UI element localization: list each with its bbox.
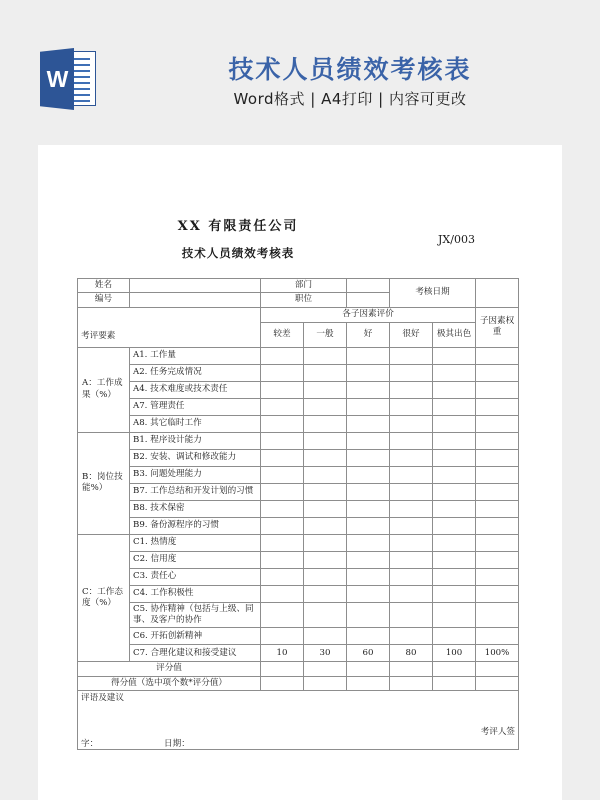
rating-cell[interactable]: [261, 364, 304, 381]
item-label: A4. 技术难度或技术责任: [130, 381, 261, 398]
table-row-item: [78, 534, 519, 551]
rating-cell[interactable]: [433, 398, 476, 415]
field-employee-code-value[interactable]: [130, 293, 261, 307]
rating-cell[interactable]: [433, 415, 476, 432]
rating-cell[interactable]: [261, 449, 304, 466]
rating-cell[interactable]: [304, 415, 347, 432]
rating-cell[interactable]: [433, 432, 476, 449]
weight-cell[interactable]: [476, 568, 519, 585]
rating-cell[interactable]: [347, 602, 390, 628]
rating-cell[interactable]: [304, 432, 347, 449]
total-cell[interactable]: [390, 676, 433, 690]
rating-cell[interactable]: [261, 551, 304, 568]
header-rating-4: 很好: [390, 322, 433, 347]
item-label: A8. 其它临时工作: [130, 415, 261, 432]
table-row-item: [78, 364, 519, 381]
rating-cell[interactable]: [304, 602, 347, 628]
rating-cell[interactable]: [304, 347, 347, 364]
rating-cell[interactable]: [347, 381, 390, 398]
rating-cell[interactable]: [347, 483, 390, 500]
rating-cell[interactable]: [347, 432, 390, 449]
rating-cell[interactable]: [390, 628, 433, 645]
rating-cell[interactable]: [390, 364, 433, 381]
score-cell[interactable]: [433, 662, 476, 676]
rating-cell[interactable]: [347, 500, 390, 517]
weight-cell[interactable]: [476, 347, 519, 364]
section-label-3: C：工作态度（%）: [78, 534, 130, 662]
label-position: 职位: [261, 293, 347, 307]
item-label: C4. 工作积极性: [130, 585, 261, 602]
rating-cell[interactable]: [261, 517, 304, 534]
rating-cell[interactable]: [347, 628, 390, 645]
rating-cell[interactable]: [347, 534, 390, 551]
performance-appraisal-table: [77, 278, 519, 750]
rating-cell[interactable]: [390, 432, 433, 449]
score-cell[interactable]: [347, 662, 390, 676]
rating-cell[interactable]: [390, 466, 433, 483]
rating-cell[interactable]: [304, 517, 347, 534]
weight-cell[interactable]: [476, 381, 519, 398]
rating-cell[interactable]: [347, 398, 390, 415]
weight-cell[interactable]: [476, 517, 519, 534]
weight-cell[interactable]: [476, 466, 519, 483]
weight-cell[interactable]: [476, 628, 519, 645]
item-label: C1. 热情度: [130, 534, 261, 551]
weight-cell[interactable]: [476, 432, 519, 449]
table-row-score-value: [78, 662, 519, 676]
rating-cell[interactable]: [433, 381, 476, 398]
rating-cell[interactable]: [261, 415, 304, 432]
weight-cell[interactable]: [476, 483, 519, 500]
item-label: B7. 工作总结和开发计划的习惯: [130, 483, 261, 500]
total-cell[interactable]: [261, 676, 304, 690]
label-appraisal-date: 考核日期: [390, 279, 476, 308]
total-cell[interactable]: [304, 676, 347, 690]
table-row-name: [78, 279, 519, 293]
rating-cell[interactable]: [347, 364, 390, 381]
score-cell[interactable]: [390, 662, 433, 676]
table-row-item: [78, 517, 519, 534]
rating-cell[interactable]: [390, 483, 433, 500]
table-row-item: [78, 500, 519, 517]
item-label: B1. 程序设计能力: [130, 432, 261, 449]
item-label: C2. 信用度: [130, 551, 261, 568]
rating-cell[interactable]: 10: [261, 645, 304, 662]
rating-cell[interactable]: [261, 628, 304, 645]
weight-cell[interactable]: [476, 364, 519, 381]
banner-title: 技术人员绩效考核表: [228, 55, 472, 84]
table-row-item: [78, 568, 519, 585]
rating-cell[interactable]: [433, 628, 476, 645]
weight-cell[interactable]: [476, 449, 519, 466]
rating-cell[interactable]: [304, 500, 347, 517]
rating-cell[interactable]: [304, 381, 347, 398]
rating-cell[interactable]: [390, 568, 433, 585]
table-row-item: [78, 398, 519, 415]
rating-cell[interactable]: 30: [304, 645, 347, 662]
rating-cell[interactable]: [304, 551, 347, 568]
item-label: B3. 问题处理能力: [130, 466, 261, 483]
rating-cell[interactable]: [390, 347, 433, 364]
table-row-item: [78, 381, 519, 398]
rating-cell[interactable]: [390, 585, 433, 602]
label-employee-code: 编号: [78, 293, 130, 307]
rating-cell[interactable]: [261, 500, 304, 517]
field-name-value[interactable]: [130, 279, 261, 293]
page-banner: [0, 0, 600, 145]
rating-cell[interactable]: [433, 534, 476, 551]
rating-cell[interactable]: [433, 568, 476, 585]
label-date-field[interactable]: 日期：: [164, 739, 190, 750]
rating-cell[interactable]: [433, 551, 476, 568]
table-row-item: [78, 551, 519, 568]
item-label: B8. 技术保密: [130, 500, 261, 517]
score-cell[interactable]: [304, 662, 347, 676]
rating-cell[interactable]: [261, 432, 304, 449]
rating-cell[interactable]: [261, 347, 304, 364]
rating-cell[interactable]: [390, 500, 433, 517]
rating-cell[interactable]: 100: [433, 645, 476, 662]
weight-cell[interactable]: [476, 585, 519, 602]
item-label: A7. 管理责任: [130, 398, 261, 415]
document-page: [38, 145, 562, 800]
weight-cell[interactable]: [476, 500, 519, 517]
table-row-item: [78, 628, 519, 645]
rating-cell[interactable]: [433, 517, 476, 534]
item-label: B2. 安装、调试和修改能力: [130, 449, 261, 466]
header-rating-2: 一般: [304, 322, 347, 347]
rating-cell[interactable]: [433, 466, 476, 483]
table-row-item: [78, 602, 519, 628]
weight-cell[interactable]: [476, 534, 519, 551]
table-row-group-header: [78, 307, 519, 322]
total-cell[interactable]: [433, 676, 476, 690]
section-label-2: B：岗位技能%）: [78, 432, 130, 534]
rating-cell[interactable]: [304, 449, 347, 466]
rating-cell[interactable]: [390, 602, 433, 628]
score-cell[interactable]: [261, 662, 304, 676]
rating-cell[interactable]: [261, 381, 304, 398]
rating-cell[interactable]: [390, 381, 433, 398]
table-row-item: [78, 585, 519, 602]
table-row-total-value: [78, 676, 519, 690]
document-code: JX/003: [438, 233, 475, 246]
rating-cell[interactable]: [390, 415, 433, 432]
comments-cell[interactable]: [78, 691, 519, 750]
table-row-item: [78, 347, 519, 364]
weight-cell[interactable]: [476, 602, 519, 628]
weight-cell[interactable]: [476, 398, 519, 415]
word-document-icon: [38, 48, 98, 110]
rating-cell[interactable]: [433, 483, 476, 500]
rating-cell[interactable]: [390, 534, 433, 551]
rating-cell[interactable]: [433, 449, 476, 466]
table-row-item: [78, 645, 519, 662]
item-label: C6. 开拓创新精神: [130, 628, 261, 645]
label-score-value: 评分值: [78, 662, 261, 676]
rating-cell[interactable]: [433, 585, 476, 602]
label-name: 姓名: [78, 279, 130, 293]
word-letter-w: W: [46, 65, 68, 92]
header-rating-5: 极其出色: [433, 322, 476, 347]
item-label: C7. 合理化建议和接受建议: [130, 645, 261, 662]
table-row-item: [78, 483, 519, 500]
rating-cell[interactable]: [433, 364, 476, 381]
rating-cell[interactable]: [390, 517, 433, 534]
rating-cell[interactable]: [390, 449, 433, 466]
item-label: B9. 备份源程序的习惯: [130, 517, 261, 534]
rating-cell[interactable]: [261, 398, 304, 415]
field-position-value[interactable]: [347, 293, 390, 307]
rating-cell[interactable]: [304, 483, 347, 500]
rating-cell[interactable]: [261, 585, 304, 602]
rating-cell[interactable]: [347, 466, 390, 483]
total-weight-cell[interactable]: [476, 676, 519, 690]
weight-cell[interactable]: [476, 415, 519, 432]
item-label: A2. 任务完成情况: [130, 364, 261, 381]
rating-cell[interactable]: [261, 466, 304, 483]
header-subfactor-weight: 子因素权重: [476, 307, 519, 347]
header-subfactor-rating: 各子因素评价: [261, 307, 476, 322]
header-rating-1: 较差: [261, 322, 304, 347]
field-department-value[interactable]: [347, 279, 390, 293]
rating-cell[interactable]: 60: [347, 645, 390, 662]
rating-cell[interactable]: [390, 398, 433, 415]
rating-cell[interactable]: [390, 551, 433, 568]
table-row-item: [78, 415, 519, 432]
rating-cell[interactable]: [347, 517, 390, 534]
item-label: C3. 责任心: [130, 568, 261, 585]
document-company-name: XX 有限责任公司: [177, 219, 299, 234]
rating-cell[interactable]: [433, 602, 476, 628]
rating-cell[interactable]: [304, 628, 347, 645]
header-rating-3: 好: [347, 322, 390, 347]
rating-cell[interactable]: [433, 500, 476, 517]
header-appraisal-factors: 考评要素: [78, 307, 261, 347]
rating-cell[interactable]: [347, 449, 390, 466]
item-label: C5. 协作精神（包括与上级、同事、及客户的协作: [130, 602, 261, 628]
rating-cell[interactable]: [261, 483, 304, 500]
rating-cell[interactable]: [304, 398, 347, 415]
rating-cell[interactable]: [347, 585, 390, 602]
rating-cell[interactable]: [261, 534, 304, 551]
total-cell[interactable]: [347, 676, 390, 690]
rating-cell[interactable]: [304, 534, 347, 551]
document-subtitle: 技术人员绩效考核表: [181, 246, 295, 260]
weight-cell[interactable]: [476, 551, 519, 568]
rating-cell[interactable]: [261, 602, 304, 628]
table-row-item: [78, 466, 519, 483]
rating-cell[interactable]: [261, 568, 304, 585]
label-department: 部门: [261, 279, 347, 293]
rating-cell[interactable]: [347, 347, 390, 364]
section-label-1: A：工作成果（%）: [78, 347, 130, 432]
rating-cell[interactable]: 80: [390, 645, 433, 662]
rating-cell[interactable]: [304, 585, 347, 602]
rating-cell[interactable]: [347, 568, 390, 585]
label-signature-field[interactable]: 字：: [81, 739, 99, 750]
rating-cell[interactable]: [304, 466, 347, 483]
table-row-comments: [78, 691, 519, 750]
field-appraisal-date-value[interactable]: [476, 279, 519, 308]
table-row-item: [78, 432, 519, 449]
label-total-score: 得分值（选中项个数*评分值）: [78, 676, 261, 690]
banner-subtitle: Word格式 | A4打印 | 内容可更改: [233, 90, 467, 108]
rating-cell[interactable]: [347, 551, 390, 568]
rating-cell[interactable]: [304, 364, 347, 381]
score-weight-cell[interactable]: [476, 662, 519, 676]
rating-cell[interactable]: [433, 347, 476, 364]
item-label: A1. 工作量: [130, 347, 261, 364]
label-appraiser-signature: 考评人签: [480, 727, 516, 738]
rating-cell[interactable]: [304, 568, 347, 585]
label-comments: 评语及建议: [81, 693, 124, 704]
rating-cell[interactable]: [347, 415, 390, 432]
weight-cell[interactable]: 100%: [476, 645, 519, 662]
table-row-item: [78, 449, 519, 466]
